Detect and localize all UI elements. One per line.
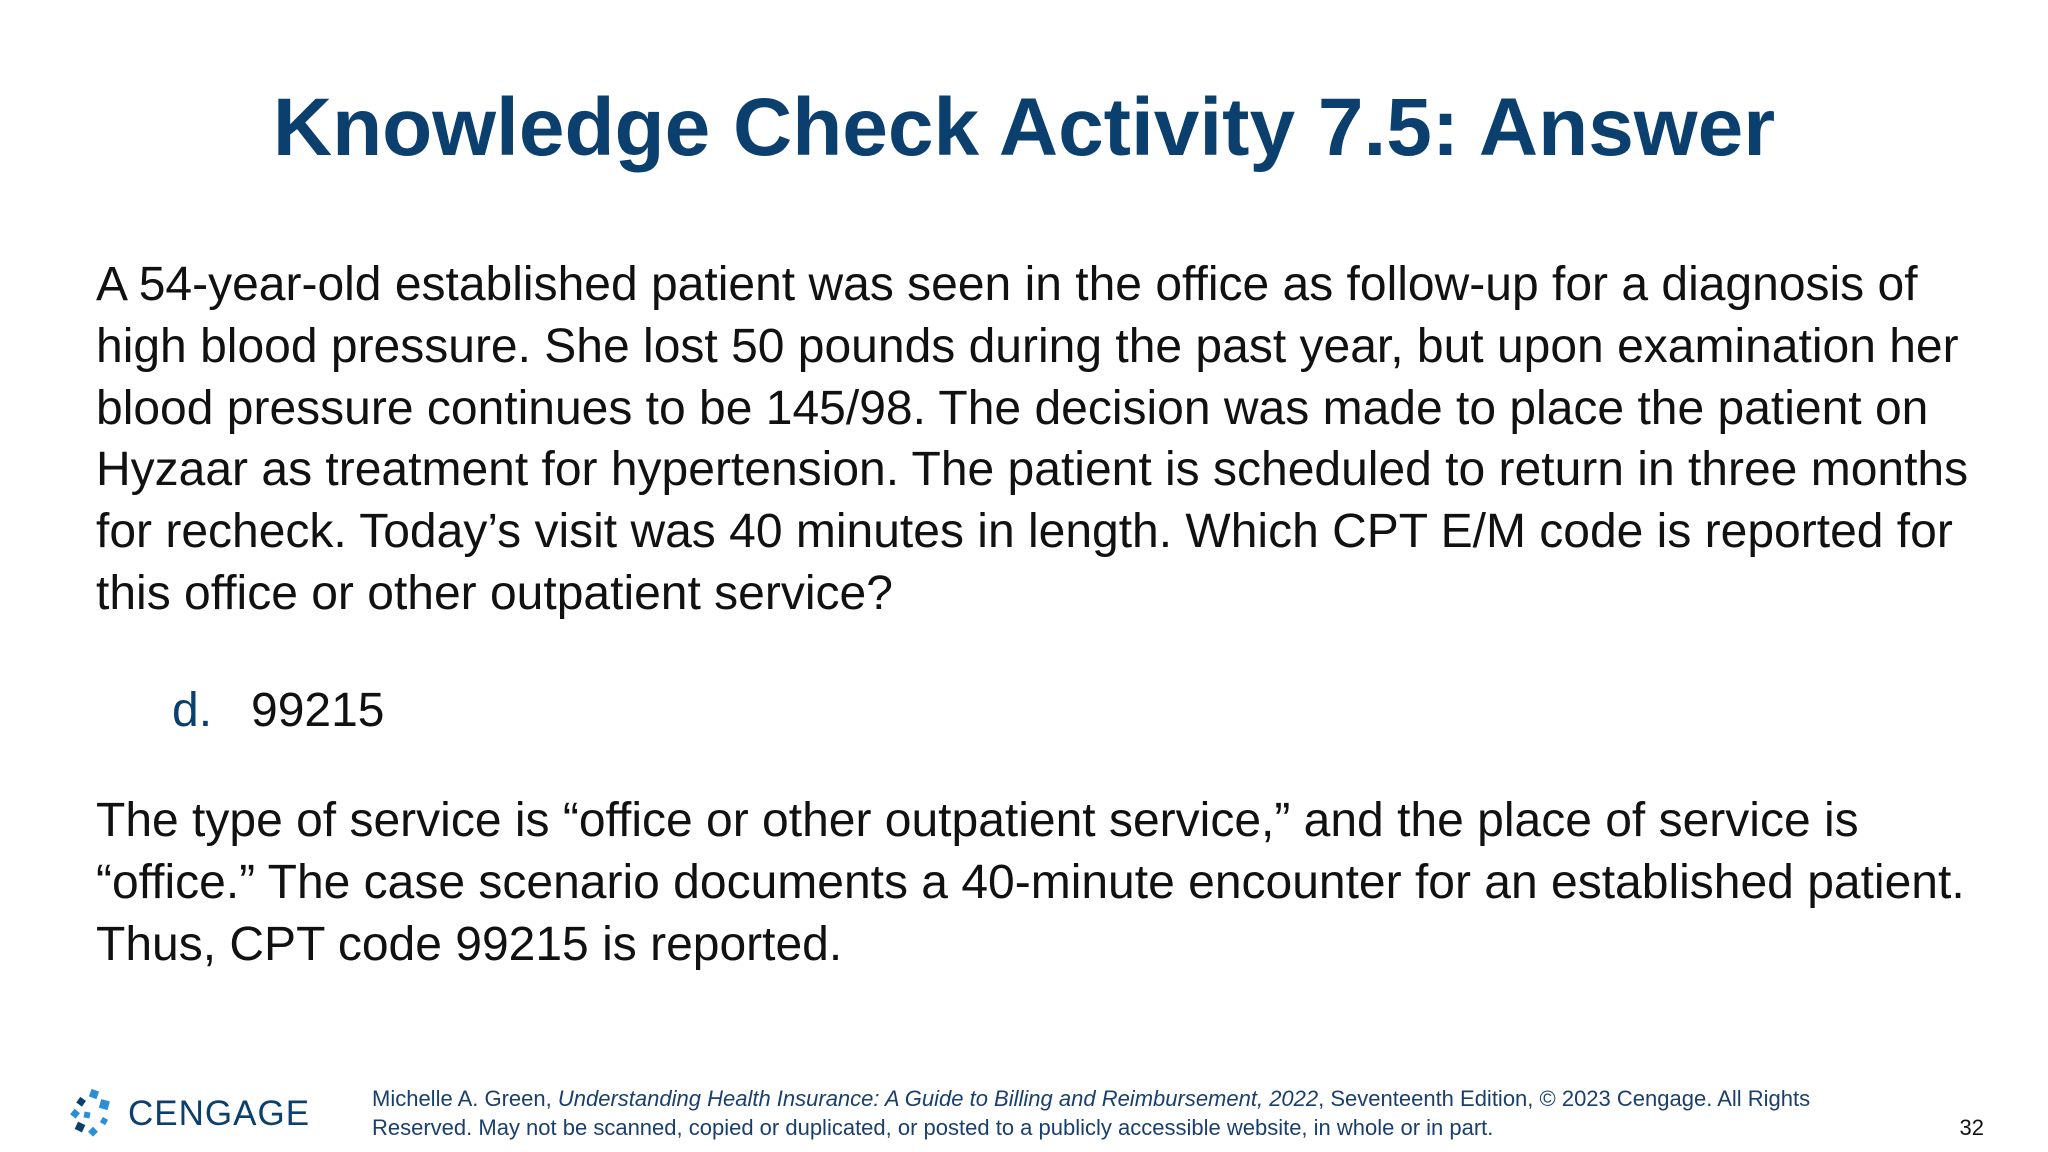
slide-title: Knowledge Check Activity 7.5: Answer xyxy=(272,82,1776,173)
question-text: A 54-year-old established patient was seen in the office as follow-up for a diagnosis of high blood pressure. She lost 50 pounds during the past year, but upon examination her blood pressure continues to be 145/98. The decision was made to place the patient on Hyzaar as treatment for hypertension. The patient is scheduled to return in three months for recheck. Today’s visit was 40 minutes in length. Which CPT E/M code is reported for this office or other outpatient service? xyxy=(96,258,1969,620)
page-number: 32 xyxy=(1959,1115,1984,1140)
citation-rest: , Seventeenth Edition, © 2023 Cengage. All Rights Reserved. May not be scanned, copied or duplicated, or posted to a publicly accessible website, in whole or in part. xyxy=(372,1086,1811,1140)
copyright-citation xyxy=(372,1084,1892,1142)
explanation-text: The type of service is “office or other outpatient service,” and the place of service is “office.” The case scenario documents a 40-minute encounter for an established patient. Thus, CPT code 99215 is reported. xyxy=(96,794,1965,971)
footer xyxy=(0,1070,2048,1152)
cengage-logo xyxy=(68,1088,310,1140)
citation-author: Michelle A. Green, xyxy=(372,1086,558,1111)
answer-value: 99215 xyxy=(251,684,385,737)
answer-item xyxy=(172,680,384,742)
answer-letter: d. xyxy=(172,684,213,737)
citation-book-title: Understanding Health Insurance: A Guide to Billing and Reimbursement, 2022 xyxy=(557,1086,1319,1111)
cengage-logo-text: CENGAGE xyxy=(128,1094,311,1133)
cengage-logo-icon xyxy=(68,1088,120,1140)
